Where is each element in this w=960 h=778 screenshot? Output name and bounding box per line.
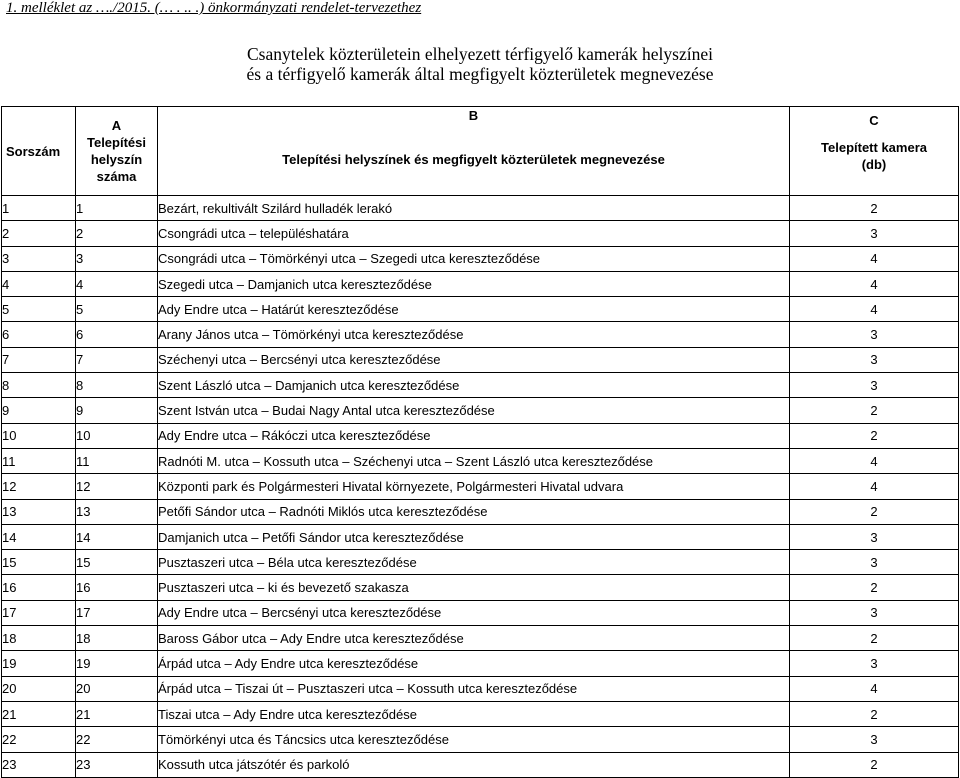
- row-camera-count: 2: [790, 626, 959, 651]
- row-location: Szegedi utca – Damjanich utca kereszteződése: [158, 271, 790, 296]
- table-row: [2, 575, 959, 600]
- row-camera-count: 2: [790, 575, 959, 600]
- row-location: Szent István utca – Budai Nagy Antal utca kereszteződése: [158, 398, 790, 423]
- table-row: [2, 550, 959, 575]
- table-row: [2, 347, 959, 372]
- row-location: Bezárt, rekultivált Szilárd hulladék lerakó: [158, 196, 790, 221]
- row-site-number: 6: [76, 322, 158, 347]
- row-number: 13: [2, 499, 76, 524]
- row-location: Csongrádi utca – településhatára: [158, 221, 790, 246]
- row-location: Tömörkényi utca és Táncsics utca kereszteződése: [158, 727, 790, 752]
- row-number: 17: [2, 600, 76, 625]
- table-row: [2, 373, 959, 398]
- header-sorszam: [2, 107, 76, 196]
- column-letter-a: A: [111, 118, 122, 133]
- row-number: 7: [2, 347, 76, 372]
- table-row: [2, 448, 959, 473]
- row-camera-count: 3: [790, 550, 959, 575]
- row-number: 9: [2, 398, 76, 423]
- row-number: 22: [2, 727, 76, 752]
- document-title-line-1: Csanytelek közterületein elhelyezett térfigyelő kamerák helyszínei: [247, 44, 713, 64]
- table-row: [2, 600, 959, 625]
- row-site-number: 16: [76, 575, 158, 600]
- header-site-number: [76, 107, 158, 196]
- row-site-number: 20: [76, 676, 158, 701]
- header-site-number-line-2: helyszín: [90, 152, 143, 167]
- row-site-number: 22: [76, 727, 158, 752]
- row-location: Csongrádi utca – Tömörkényi utca – Szegedi utca kereszteződése: [158, 246, 790, 271]
- column-letter-c: C: [869, 113, 879, 128]
- row-camera-count: 2: [790, 196, 959, 221]
- row-site-number: 21: [76, 701, 158, 726]
- row-number: 16: [2, 575, 76, 600]
- row-location: Radnóti M. utca – Kossuth utca – Széchenyi utca – Szent László utca kereszteződése: [158, 448, 790, 473]
- row-site-number: 19: [76, 651, 158, 676]
- row-location: Tiszai utca – Ady Endre utca kereszteződése: [158, 701, 790, 726]
- row-camera-count: 4: [790, 271, 959, 296]
- row-site-number: 12: [76, 474, 158, 499]
- row-number: 8: [2, 373, 76, 398]
- row-location: Ady Endre utca – Határút kereszteződése: [158, 297, 790, 322]
- row-location: Kossuth utca játszótér és parkoló: [158, 752, 790, 777]
- row-number: 12: [2, 474, 76, 499]
- row-location: Árpád utca – Tiszai út – Pusztaszeri utca – Kossuth utca kereszteződése: [158, 676, 790, 701]
- header-cameras-line-1: Telepített kamera: [821, 140, 927, 155]
- row-location: Petőfi Sándor utca – Radnóti Miklós utca kereszteződése: [158, 499, 790, 524]
- row-camera-count: 3: [790, 221, 959, 246]
- row-number: 1: [2, 196, 76, 221]
- row-site-number: 9: [76, 398, 158, 423]
- row-number: 21: [2, 701, 76, 726]
- row-camera-count: 2: [790, 499, 959, 524]
- row-location: Baross Gábor utca – Ady Endre utca kereszteződése: [158, 626, 790, 651]
- row-camera-count: 3: [790, 322, 959, 347]
- row-location: Árpád utca – Ady Endre utca kereszteződése: [158, 651, 790, 676]
- table-row: [2, 221, 959, 246]
- row-number: 5: [2, 297, 76, 322]
- row-site-number: 14: [76, 524, 158, 549]
- row-camera-count: 3: [790, 347, 959, 372]
- row-site-number: 13: [76, 499, 158, 524]
- header-locations-label: Telepítési helyszínek és megfigyelt közterületek megnevezése: [282, 152, 665, 167]
- row-number: 3: [2, 246, 76, 271]
- row-number: 23: [2, 752, 76, 777]
- row-site-number: 23: [76, 752, 158, 777]
- row-camera-count: 3: [790, 651, 959, 676]
- row-camera-count: 4: [790, 297, 959, 322]
- row-camera-count: 2: [790, 423, 959, 448]
- row-location: Pusztaszeri utca – Béla utca kereszteződése: [158, 550, 790, 575]
- table-row: [2, 322, 959, 347]
- row-camera-count: 3: [790, 600, 959, 625]
- row-number: 11: [2, 448, 76, 473]
- row-number: 10: [2, 423, 76, 448]
- row-location: Ady Endre utca – Bercsényi utca kereszteződése: [158, 600, 790, 625]
- row-site-number: 17: [76, 600, 158, 625]
- row-site-number: 15: [76, 550, 158, 575]
- table-row: [2, 626, 959, 651]
- row-number: 6: [2, 322, 76, 347]
- row-camera-count: 3: [790, 373, 959, 398]
- row-site-number: 18: [76, 626, 158, 651]
- row-number: 20: [2, 676, 76, 701]
- table-row: [2, 524, 959, 549]
- table-row: [2, 196, 959, 221]
- header-site-number-line-3: száma: [96, 169, 137, 184]
- row-number: 18: [2, 626, 76, 651]
- row-site-number: 8: [76, 373, 158, 398]
- table-row: [2, 297, 959, 322]
- row-camera-count: 3: [790, 524, 959, 549]
- row-location: Damjanich utca – Petőfi Sándor utca kereszteződése: [158, 524, 790, 549]
- header-cameras-line-2: (db): [861, 157, 887, 172]
- table-row: [2, 423, 959, 448]
- row-camera-count: 2: [790, 701, 959, 726]
- row-site-number: 5: [76, 297, 158, 322]
- header-cameras: [790, 107, 959, 196]
- row-site-number: 11: [76, 448, 158, 473]
- table-row: [2, 752, 959, 777]
- row-number: 4: [2, 271, 76, 296]
- row-location: Arany János utca – Tömörkényi utca kereszteződése: [158, 322, 790, 347]
- table-row: [2, 701, 959, 726]
- row-number: 19: [2, 651, 76, 676]
- row-number: 15: [2, 550, 76, 575]
- row-site-number: 4: [76, 271, 158, 296]
- row-number: 14: [2, 524, 76, 549]
- table-row: [2, 246, 959, 271]
- row-camera-count: 4: [790, 246, 959, 271]
- row-camera-count: 4: [790, 676, 959, 701]
- table-row: [2, 398, 959, 423]
- table-row: [2, 271, 959, 296]
- header-locations: [158, 107, 790, 196]
- table-row: [2, 474, 959, 499]
- header-site-number-line-1: Telepítési: [86, 135, 146, 150]
- table-row: [2, 651, 959, 676]
- row-location: Pusztaszeri utca – ki és bevezető szakasza: [158, 575, 790, 600]
- table-row: [2, 676, 959, 701]
- row-camera-count: 2: [790, 752, 959, 777]
- row-site-number: 3: [76, 246, 158, 271]
- row-site-number: 1: [76, 196, 158, 221]
- row-location: Szent László utca – Damjanich utca kereszteződése: [158, 373, 790, 398]
- row-location: Széchenyi utca – Bercsényi utca kereszteződése: [158, 347, 790, 372]
- header-sorszam-label: Sorszám: [6, 143, 61, 159]
- document-title-line-2: és a térfigyelő kamerák által megfigyelt közterületek megnevezése: [246, 64, 714, 84]
- row-location: Központi park és Polgármesteri Hivatal környezete, Polgármesteri Hivatal udvara: [158, 474, 790, 499]
- row-camera-count: 2: [790, 398, 959, 423]
- row-camera-count: 4: [790, 474, 959, 499]
- table-row: [2, 727, 959, 752]
- table-body: [2, 196, 959, 778]
- row-number: 2: [2, 221, 76, 246]
- annex-reference: 1. melléklet az …./2015. (… . .. .) önkormányzati rendelet-tervezethez: [6, 0, 422, 16]
- table-header-row: [2, 107, 959, 196]
- row-camera-count: 4: [790, 448, 959, 473]
- row-location: Ady Endre utca – Rákóczi utca kereszteződése: [158, 423, 790, 448]
- row-site-number: 2: [76, 221, 158, 246]
- camera-locations-table: [1, 106, 959, 778]
- row-camera-count: 3: [790, 727, 959, 752]
- row-site-number: 10: [76, 423, 158, 448]
- column-letter-b: B: [468, 108, 479, 123]
- row-site-number: 7: [76, 347, 158, 372]
- table-row: [2, 499, 959, 524]
